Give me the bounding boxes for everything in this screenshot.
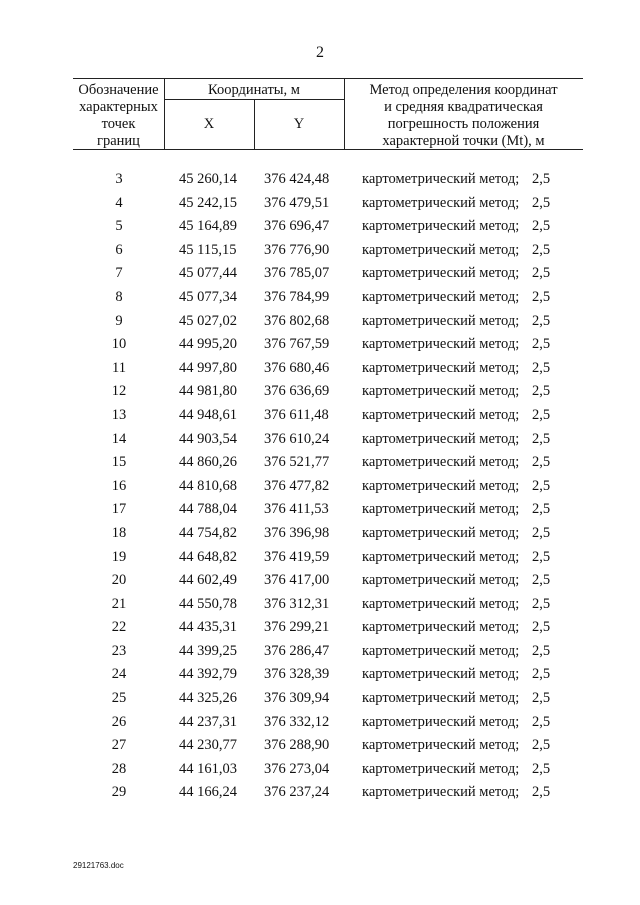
coordinate-y: 376 479,51 xyxy=(264,194,330,211)
coordinate-y: 376 396,98 xyxy=(264,524,330,541)
method-text: картометрический метод; xyxy=(362,548,520,565)
header-method xyxy=(344,82,583,150)
header-designation-line: Обозначение xyxy=(78,82,159,98)
table-row xyxy=(0,690,640,714)
coordinate-x: 45 242,15 xyxy=(179,194,237,211)
method-text: картометрический метод; xyxy=(362,241,520,258)
coordinate-x: 44 995,20 xyxy=(179,336,237,353)
header-designation-line: границ xyxy=(97,133,140,149)
coordinate-x: 44 948,61 xyxy=(179,406,237,423)
method-text: картометрический метод; xyxy=(362,430,520,447)
point-number: 29 xyxy=(111,784,127,801)
point-number: 17 xyxy=(111,501,127,518)
coordinate-x: 45 077,34 xyxy=(179,288,237,305)
point-number: 22 xyxy=(111,619,127,636)
table-row xyxy=(0,195,640,219)
method-text: картометрический метод; xyxy=(362,336,520,353)
coordinate-y: 376 299,21 xyxy=(264,619,330,636)
coordinate-y: 376 610,24 xyxy=(264,430,330,447)
coordinate-y: 376 419,59 xyxy=(264,548,330,565)
coordinate-x: 44 325,26 xyxy=(179,690,237,707)
table-row xyxy=(0,761,640,785)
table-row xyxy=(0,360,640,384)
coordinate-y: 376 417,00 xyxy=(264,572,330,589)
method-text: картометрический метод; xyxy=(362,359,520,376)
coordinate-x: 45 077,44 xyxy=(179,265,237,282)
accuracy-value: 2,5 xyxy=(532,336,551,353)
coordinate-y: 376 784,99 xyxy=(264,288,330,305)
coordinate-x: 44 860,26 xyxy=(179,454,237,471)
accuracy-value: 2,5 xyxy=(532,666,551,683)
table-row xyxy=(0,383,640,407)
point-number: 27 xyxy=(111,737,127,754)
table-row xyxy=(0,431,640,455)
point-number: 15 xyxy=(111,454,127,471)
point-number: 28 xyxy=(111,760,127,777)
point-number: 3 xyxy=(115,171,123,187)
coordinate-x: 45 115,15 xyxy=(179,241,237,258)
point-number: 20 xyxy=(111,572,127,589)
coordinate-y: 376 696,47 xyxy=(264,218,330,235)
method-text: картометрический метод; xyxy=(362,194,520,211)
accuracy-value: 2,5 xyxy=(532,477,551,494)
coordinate-y: 376 424,48 xyxy=(264,171,330,187)
table-row xyxy=(0,643,640,667)
table-body xyxy=(0,171,640,808)
coordinate-x: 44 997,80 xyxy=(179,359,237,376)
table-row xyxy=(0,549,640,573)
method-text: картометрический метод; xyxy=(362,760,520,777)
header-y: Y xyxy=(293,116,305,132)
point-number: 23 xyxy=(111,642,127,659)
table-row xyxy=(0,714,640,738)
table-row xyxy=(0,336,640,360)
method-text: картометрический метод; xyxy=(362,406,520,423)
method-text: картометрический метод; xyxy=(362,218,520,235)
point-number: 13 xyxy=(111,406,127,423)
point-number: 26 xyxy=(111,713,127,730)
header-designation xyxy=(73,82,164,150)
accuracy-value: 2,5 xyxy=(532,501,551,518)
method-text: картометрический метод; xyxy=(362,642,520,659)
accuracy-value: 2,5 xyxy=(532,312,551,329)
header-method-line: Метод определения координат xyxy=(369,82,558,98)
coordinate-y: 376 312,31 xyxy=(264,595,330,612)
coordinate-y: 376 237,24 xyxy=(264,784,330,801)
table-row xyxy=(0,619,640,643)
accuracy-value: 2,5 xyxy=(532,690,551,707)
coordinate-y: 376 332,12 xyxy=(264,713,330,730)
accuracy-value: 2,5 xyxy=(532,784,551,801)
coordinate-x: 44 230,77 xyxy=(179,737,237,754)
accuracy-value: 2,5 xyxy=(532,383,551,400)
method-text: картометрический метод; xyxy=(362,737,520,754)
point-number: 21 xyxy=(111,595,127,612)
method-text: картометрический метод; xyxy=(362,524,520,541)
point-number: 16 xyxy=(111,477,127,494)
header-method-line: погрешность положения xyxy=(387,116,540,132)
method-text: картометрический метод; xyxy=(362,595,520,612)
method-text: картометрический метод; xyxy=(362,572,520,589)
accuracy-value: 2,5 xyxy=(532,760,551,777)
page-number: 2 xyxy=(316,44,324,61)
coordinate-x: 45 164,89 xyxy=(179,218,237,235)
coordinate-x: 44 754,82 xyxy=(179,524,237,541)
method-text: картометрический метод; xyxy=(362,501,520,518)
method-text: картометрический метод; xyxy=(362,383,520,400)
coordinate-x: 45 260,14 xyxy=(179,171,237,187)
accuracy-value: 2,5 xyxy=(532,288,551,305)
table-row xyxy=(0,572,640,596)
coordinate-y: 376 286,47 xyxy=(264,642,330,659)
accuracy-value: 2,5 xyxy=(532,642,551,659)
coordinate-x: 45 027,02 xyxy=(179,312,237,329)
coordinate-y: 376 776,90 xyxy=(264,241,330,258)
document-filename: 29121763.doc xyxy=(73,861,124,870)
coordinate-y: 376 611,48 xyxy=(264,406,329,423)
table-row xyxy=(0,525,640,549)
method-text: картометрический метод; xyxy=(362,312,520,329)
point-number: 12 xyxy=(111,383,127,400)
table-row xyxy=(0,313,640,337)
coordinate-x: 44 602,49 xyxy=(179,572,237,589)
table-top-border xyxy=(73,78,583,79)
table-row xyxy=(0,242,640,266)
accuracy-value: 2,5 xyxy=(532,713,551,730)
accuracy-value: 2,5 xyxy=(532,265,551,282)
method-text: картометрический метод; xyxy=(362,619,520,636)
coordinate-x: 44 435,31 xyxy=(179,619,237,636)
coordinate-y: 376 328,39 xyxy=(264,666,330,683)
coordinate-y: 376 309,94 xyxy=(264,690,330,707)
header-coordinates: Координаты, м xyxy=(208,82,300,98)
point-number: 14 xyxy=(111,430,127,447)
accuracy-value: 2,5 xyxy=(532,359,551,376)
method-text: картометрический метод; xyxy=(362,454,520,471)
accuracy-value: 2,5 xyxy=(532,454,551,471)
point-number: 24 xyxy=(111,666,127,683)
coordinate-y: 376 802,68 xyxy=(264,312,330,329)
coordinate-x: 44 903,54 xyxy=(179,430,237,447)
table-row xyxy=(0,784,640,808)
table-row xyxy=(0,454,640,478)
coordinate-y: 376 767,59 xyxy=(264,336,330,353)
coordinate-y: 376 521,77 xyxy=(264,454,330,471)
point-number: 8 xyxy=(115,288,123,305)
point-number: 18 xyxy=(111,524,127,541)
method-text: картометрический метод; xyxy=(362,171,520,187)
method-text: картометрический метод; xyxy=(362,666,520,683)
accuracy-value: 2,5 xyxy=(532,194,551,211)
point-number: 6 xyxy=(115,241,123,258)
table-row xyxy=(0,171,640,195)
coordinate-x: 44 392,79 xyxy=(179,666,237,683)
header-designation-line: характерных xyxy=(79,99,158,115)
method-text: картометрический метод; xyxy=(362,784,520,801)
table-row xyxy=(0,666,640,690)
method-text: картометрический метод; xyxy=(362,690,520,707)
method-text: картометрический метод; xyxy=(362,288,520,305)
accuracy-value: 2,5 xyxy=(532,548,551,565)
accuracy-value: 2,5 xyxy=(532,524,551,541)
point-number: 11 xyxy=(112,359,126,376)
accuracy-value: 2,5 xyxy=(532,218,551,235)
header-x: X xyxy=(203,116,215,132)
point-number: 19 xyxy=(111,548,127,565)
coordinate-y: 376 288,90 xyxy=(264,737,330,754)
table-row xyxy=(0,596,640,620)
accuracy-value: 2,5 xyxy=(532,595,551,612)
accuracy-value: 2,5 xyxy=(532,430,551,447)
table-row xyxy=(0,478,640,502)
coordinate-x: 44 399,25 xyxy=(179,642,237,659)
table-row xyxy=(0,289,640,313)
point-number: 25 xyxy=(111,690,127,707)
accuracy-value: 2,5 xyxy=(532,737,551,754)
header-designation-line: точек xyxy=(101,116,136,132)
coordinate-x: 44 237,31 xyxy=(179,713,237,730)
method-text: картометрический метод; xyxy=(362,477,520,494)
coordinate-x: 44 981,80 xyxy=(179,383,237,400)
coordinate-y: 376 411,53 xyxy=(264,501,329,518)
table-row xyxy=(0,265,640,289)
coordinate-x: 44 550,78 xyxy=(179,595,237,612)
header-method-line: характерной точки (Mt), м xyxy=(382,133,545,149)
accuracy-value: 2,5 xyxy=(532,241,551,258)
coordinate-y: 376 680,46 xyxy=(264,359,330,376)
table-row xyxy=(0,737,640,761)
accuracy-value: 2,5 xyxy=(532,619,551,636)
table-row xyxy=(0,501,640,525)
accuracy-value: 2,5 xyxy=(532,171,551,187)
method-text: картометрический метод; xyxy=(362,265,520,282)
coordinate-x: 44 810,68 xyxy=(179,477,237,494)
point-number: 9 xyxy=(115,312,123,329)
point-number: 5 xyxy=(115,218,123,235)
coordinate-x: 44 166,24 xyxy=(179,784,237,801)
accuracy-value: 2,5 xyxy=(532,572,551,589)
point-number: 10 xyxy=(111,336,127,353)
table-row xyxy=(0,407,640,431)
coordinate-x: 44 788,04 xyxy=(179,501,237,518)
header-method-line: и средняя квадратическая xyxy=(384,99,543,115)
coordinate-y: 376 785,07 xyxy=(264,265,330,282)
coordinate-x: 44 161,03 xyxy=(179,760,237,777)
coordinate-y: 376 273,04 xyxy=(264,760,330,777)
point-number: 7 xyxy=(115,265,123,282)
method-text: картометрический метод; xyxy=(362,713,520,730)
coordinate-y: 376 477,82 xyxy=(264,477,330,494)
point-number: 4 xyxy=(115,194,123,211)
coordinate-y: 376 636,69 xyxy=(264,383,330,400)
table-row xyxy=(0,218,640,242)
accuracy-value: 2,5 xyxy=(532,406,551,423)
coordinate-x: 44 648,82 xyxy=(179,548,237,565)
